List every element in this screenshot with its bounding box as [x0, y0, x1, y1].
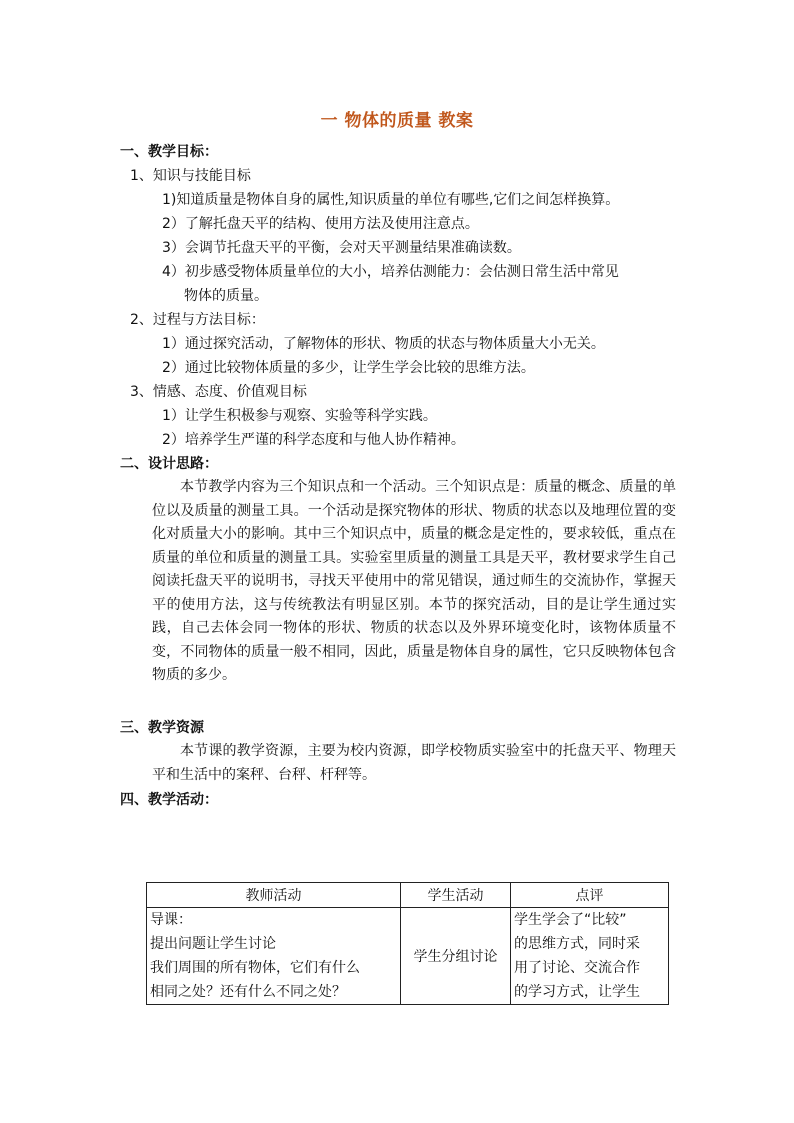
student-activity-cell: 学生分组讨论 — [401, 908, 511, 1005]
header-teacher-activity: 教师活动 — [147, 883, 401, 908]
section-heading-activities: 四、教学活动： — [120, 792, 218, 808]
section-heading-resources: 三、教学资源 — [120, 720, 204, 736]
design-paragraph: 本节教学内容为三个知识点和一个活动。三个知识点是：质量的概念、质量的单位以及质量的测量工具。一个活动是探究物体的形状、物质的状态以及地理位置的变化对质量大小的影响。其中三个知识点中，质量的概念是定性的，要求较低，重点在质量的单位和质量的测量工具。实验室里质量的测量工具是天平，教材要求学生自己阅读托盘天平的说明书，寻找天平使用中的常见错误，通过师生的交流协作，掌握天平的使用方法，这与传统教法有明显区别。本节的探究活动，目的是让学生通过实践，自己去体会同一物体的形状、物质的状态以及外界环境变化时，该物体质量不变，不同物体的质量一般不相同，因此，质量是物体自身的属性，它只反映物体包含物质的多少。 — [152, 479, 676, 683]
objective-item: 3）会调节托盘天平的平衡，会对天平测量结果准确读数。 — [162, 240, 521, 256]
section-heading-design: 二、设计思路： — [120, 456, 218, 472]
cell-text: 用了讨论、交流合作 — [514, 960, 640, 976]
resources-paragraph: 本节课的教学资源，主要为校内资源，即学校物质实验室中的托盘天平、物理天平和生活中的案秤、台秤、杆秤等。 — [152, 743, 676, 783]
subsection-attitude-values: 3、情感、态度、价值观目标 — [130, 384, 307, 400]
header-student-activity: 学生活动 — [401, 883, 511, 908]
objective-item: 1)知道质量是物体自身的属性,知识质量的单位有哪些,它们之间怎样换算。 — [162, 192, 620, 208]
header-comment: 点评 — [511, 883, 669, 908]
document-title: 一 物体的质量 教案 — [320, 111, 474, 131]
cell-text: 学生学会了“比较” — [514, 912, 627, 928]
activity-table — [146, 882, 669, 1005]
objective-item: 2）了解托盘天平的结构、使用方法及使用注意点。 — [162, 216, 479, 232]
objective-item: 1）通过探究活动，了解物体的形状、物质的状态与物体质量大小无关。 — [162, 336, 605, 352]
cell-text: 我们周围的所有物体，它们有什么 — [150, 960, 360, 976]
comment-cell — [511, 908, 669, 1005]
objective-item: 2）通过比较物体质量的多少，让学生学会比较的思维方法。 — [162, 360, 535, 376]
cell-text: 的学习方式，让学生 — [514, 984, 640, 1000]
cell-text: 提出问题让学生讨论 — [150, 936, 276, 952]
table-row — [147, 908, 669, 1005]
objective-item: 4）初步感受物体质量单位的大小，培养估测能力：会估测日常生活中常见 — [162, 264, 619, 280]
cell-text: 相同之处？还有什么不同之处？ — [150, 984, 346, 1000]
subsection-knowledge-skills: 1、知识与技能目标 — [130, 168, 251, 184]
objective-item-continuation: 物体的质量。 — [184, 288, 268, 304]
objective-item: 1）让学生积极参与观察、实验等科学实践。 — [162, 408, 437, 424]
objective-item: 2）培养学生严谨的科学态度和与他人协作精神。 — [162, 432, 465, 448]
table-header-row — [147, 883, 669, 908]
cell-text: 导课： — [150, 912, 192, 928]
subsection-process-method: 2、过程与方法目标： — [130, 312, 265, 328]
teacher-activity-cell — [147, 908, 401, 1005]
cell-text: 的思维方式，同时采 — [514, 936, 640, 952]
section-heading-objectives: 一、教学目标： — [120, 144, 218, 160]
